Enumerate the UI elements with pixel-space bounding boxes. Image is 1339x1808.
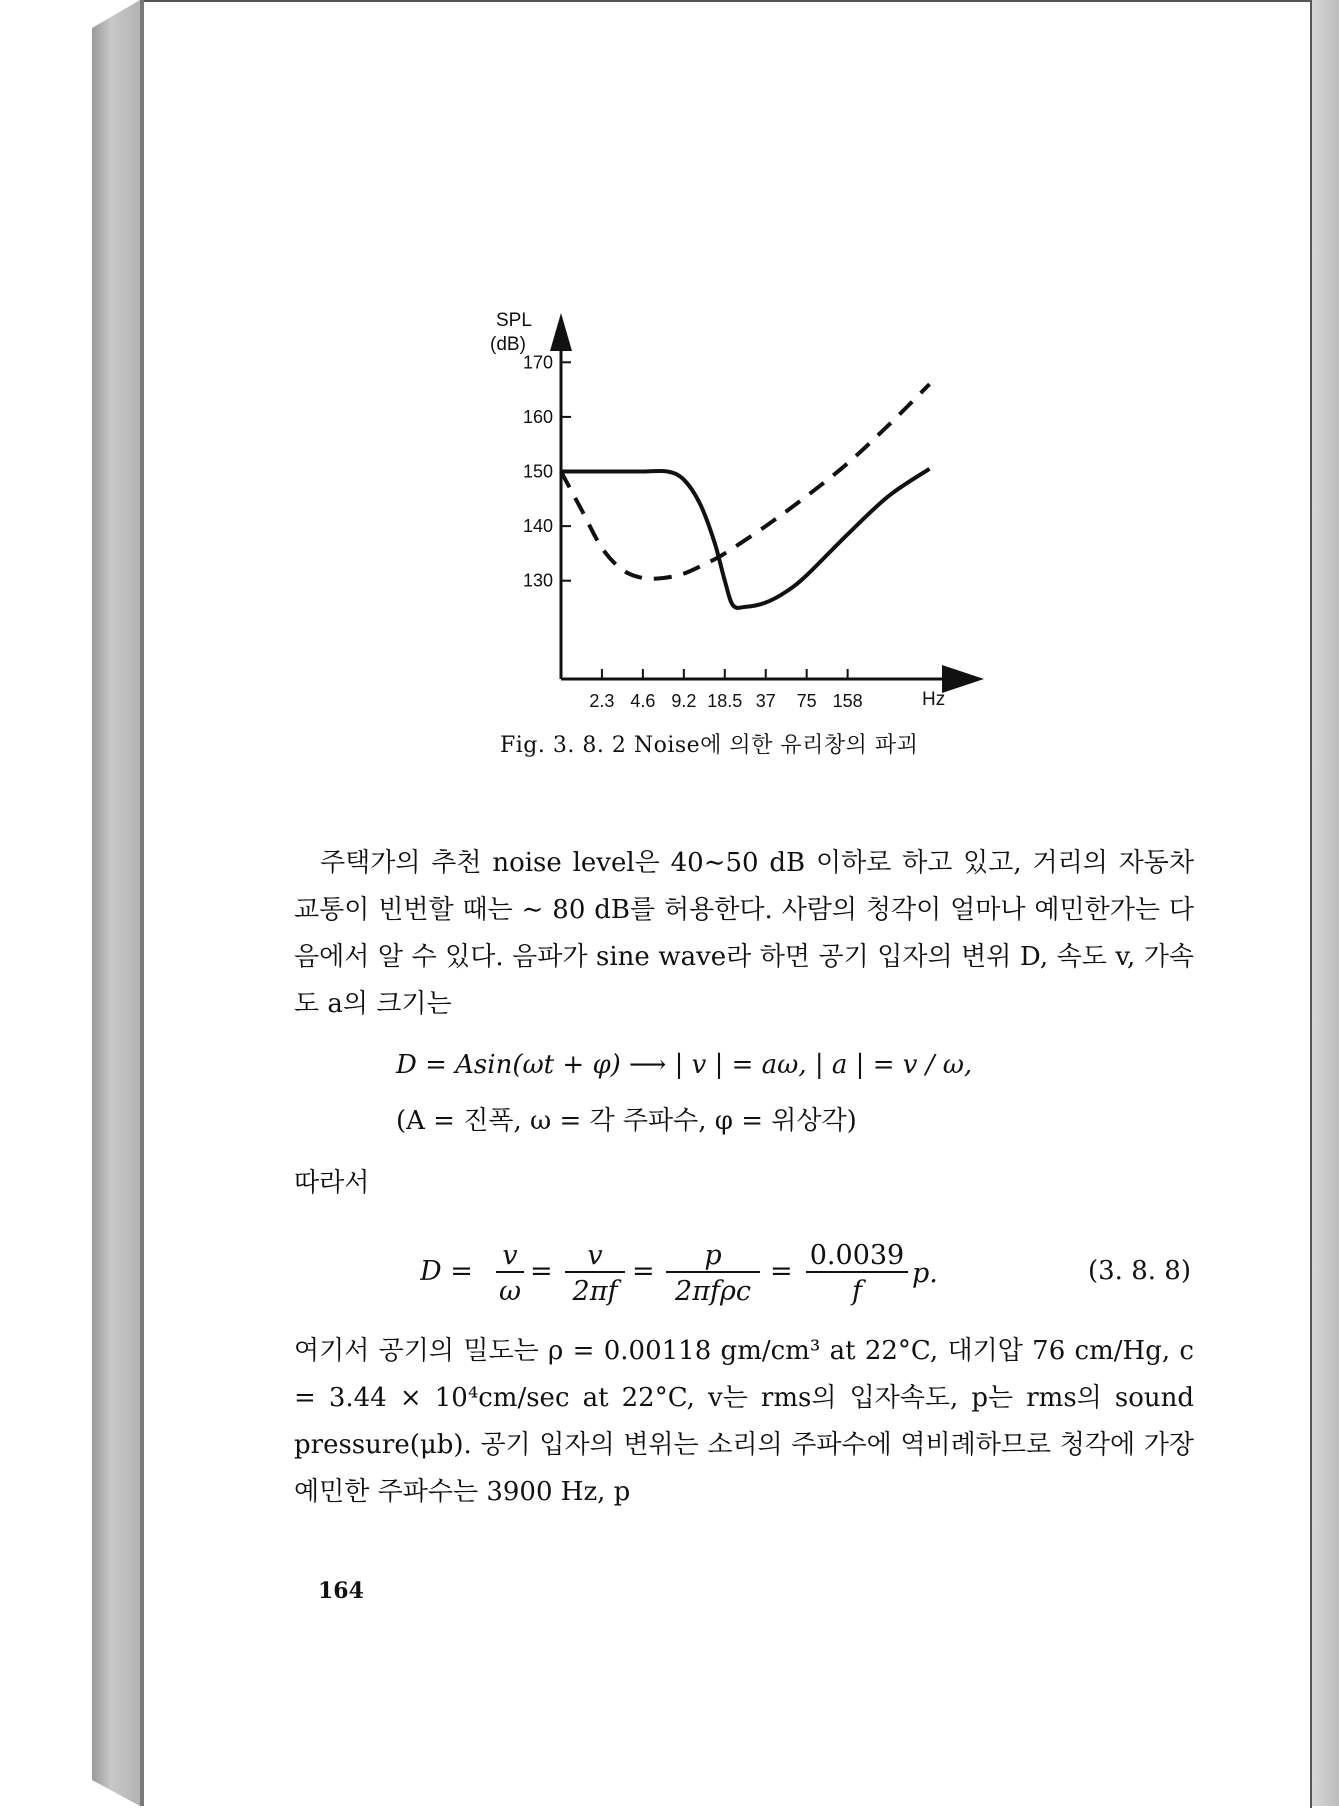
y-tick-label: 130: [522, 570, 553, 591]
x-tick-label: 37: [755, 691, 776, 711]
x-axis-arrow: [942, 665, 984, 693]
eq-frac4-denominator: f: [852, 1276, 862, 1307]
y-axis-title-line2: (dB): [490, 334, 526, 355]
y-tick-label: 160: [522, 406, 553, 427]
x-tick-label: 2.3: [589, 691, 615, 711]
y-tick-label: 170: [522, 352, 553, 373]
y-tick-label: 140: [522, 516, 553, 537]
paragraph-2-text: 따라서: [294, 1168, 370, 1198]
x-tick-label: 18.5: [707, 691, 743, 711]
paragraph-1-text: 주택가의 추천 noise level은 40∼50 dB 이하로 하고 있고, 거리의 자동차 교통이 빈번할 때는 ∼ 80 dB를 허용한다. 사람의 청각이 얼마나 예민한가는 다음에서 알 수 있다. 음파가 sine wave라 하면 공기 입자의 변위 D, 속도 v, 가속도 a의 크기는: [294, 848, 1194, 1019]
y-axis-arrow: [550, 313, 572, 351]
book-page-edges: [1310, 0, 1339, 1806]
y-axis-title-line1: SPL: [496, 310, 532, 331]
eq-equals-1: =: [530, 1256, 553, 1287]
eq-equals-3: =: [770, 1256, 793, 1287]
eq-frac3-numerator: p: [704, 1240, 722, 1271]
series-line-dashed: [561, 384, 930, 579]
equation-displacement: D = Asin(ωt + φ) ⟶ | v | = aω, | a | = v / ω,: [396, 1050, 973, 1080]
figure-caption: Fig. 3. 8. 2 Noise에 의한 유리창의 파괴: [500, 733, 919, 758]
spl-frequency-chart: [470, 305, 1000, 715]
paragraph-1: [294, 840, 1194, 1028]
y-tick-label: 150: [522, 461, 553, 482]
x-tick-label: 158: [832, 691, 863, 711]
page-gutter-shadow: [140, 0, 144, 1806]
x-axis-title: Hz: [922, 689, 946, 710]
paragraph-3: [294, 1328, 1194, 1516]
book-spine: [92, 0, 140, 1806]
eq-tail: p.: [912, 1258, 938, 1289]
equation-number: (3. 8. 8): [1088, 1256, 1191, 1286]
paragraph-2: [294, 1160, 1194, 1207]
equation-3-8-8: [420, 1232, 980, 1322]
eq-equals-2: =: [632, 1256, 655, 1287]
eq-frac1-denominator: ω: [498, 1276, 522, 1307]
equation-definitions: (A = 진폭, ω = 각 주파수, φ = 위상각): [396, 1106, 857, 1136]
x-tick-label: 4.6: [630, 691, 656, 711]
eq-frac2-denominator: 2πf: [572, 1276, 618, 1307]
eq-lhs: D =: [420, 1256, 473, 1287]
eq-frac4-numerator: 0.0039: [809, 1240, 905, 1271]
x-tick-label: 75: [796, 691, 817, 711]
page-number: 164: [318, 1578, 364, 1604]
paragraph-3-text: 여기서 공기의 밀도는 ρ = 0.00118 gm/cm³ at 22°C, 대기압 76 cm/Hg, c = 3.44 × 10⁴cm/sec at 22°C, v는 rms의 입자속도, p는 rms의 sound pressure(μb). 공기 입자의 변위는 소리의 주파수에 역비례하므로 청각에 가장 예민한 주파수는 3900 Hz, p: [294, 1336, 1194, 1507]
eq-frac1-numerator: v: [502, 1240, 518, 1271]
x-tick-label: 9.2: [671, 691, 697, 711]
eq-frac2-numerator: v: [587, 1240, 603, 1271]
eq-frac3-denominator: 2πfρc: [675, 1276, 751, 1307]
